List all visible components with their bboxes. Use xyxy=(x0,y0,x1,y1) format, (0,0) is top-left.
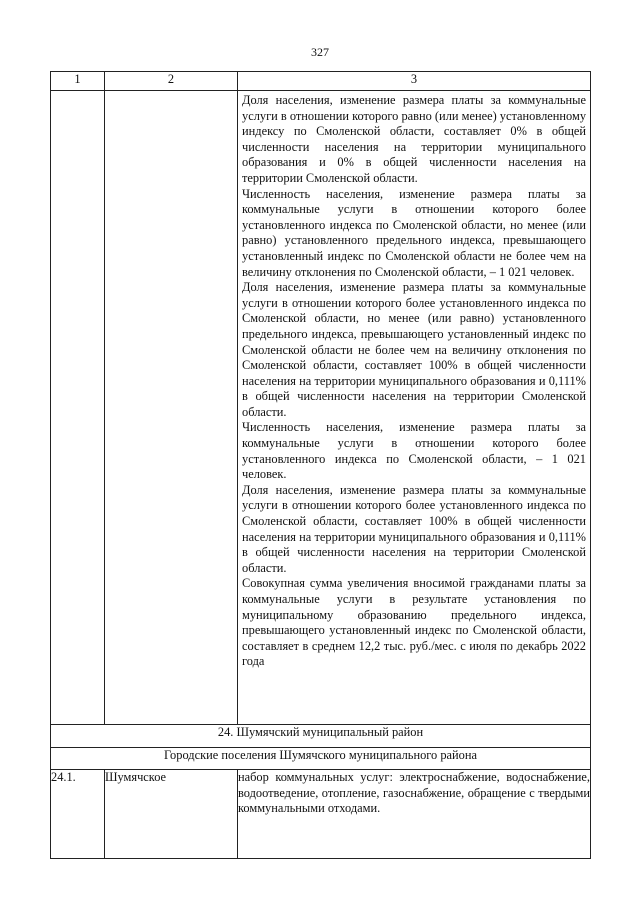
table-header-row xyxy=(51,72,591,91)
paragraph-count-above: Численность населения, изменение размера платы за коммунальные услуги в отношении которого более установленного индекса по Смоленской области, – 1 021 человек. xyxy=(242,420,586,482)
table-row xyxy=(51,770,591,859)
column-header-2: 2 xyxy=(105,72,238,91)
paragraph-share-equal: Доля населения, изменение размера платы за коммунальные услуги в отношении которого равно (или менее) установленному индексу по Смоленской области, составляет 0% в общей численности населения на территории муниципального образования и 0% в общей численности населения на территории Смоленской области. xyxy=(242,93,587,185)
column-header-1: 1 xyxy=(51,72,105,91)
continuation-text-cell xyxy=(238,91,591,725)
section-row xyxy=(51,725,591,748)
paragraph-count-between: Численность населения, изменение размера платы за коммунальные услуги в отношении которого более установленного индекса по Смоленской области, но менее (или равно) установленного предельного индекса, превышающего установленный индекс по Смоленской области не более чем на величину отклонения по Смоленской области, – 1 021 человек. xyxy=(242,186,586,279)
row-number: 24.1. xyxy=(51,770,105,859)
paragraph-share-between: Доля населения, изменение размера платы за коммунальные услуги в отношении которого более установленного индекса по Смоленской области, но менее (или равно) установленного предельного индекса, превышающего установленный индекс по Смоленской области не более чем на величину отклонения по Смоленской области, составляет 100% в общей численности населения на территории муниципального образования и 0,111% в общей численности населения на территории Смоленской области. xyxy=(242,280,586,419)
subsection-title: Городские поселения Шумячского муниципального района xyxy=(51,748,591,770)
continuation-row xyxy=(51,91,591,725)
tariff-table xyxy=(50,71,591,859)
paragraph-total-sum: Совокупная сумма увеличения вносимой гражданами платы за коммунальные услуги в результате установления по муниципальному образованию предельного индекса, превышающего установленный индекс по Смоленской области, составляет в среднем 12,2 тыс. руб./мес. с июля по декабрь 2022 года xyxy=(242,576,586,669)
row-settlement-name: Шумячское xyxy=(105,770,238,859)
page-number: 327 xyxy=(311,45,329,59)
paragraph-share-above: Доля населения, изменение размера платы за коммунальные услуги в отношении которого более установленного индекса по Смоленской области, составляет 100% в общей численности населения на территории муниципального образования и 0,111% в общей численности населения на территории Смоленской области. xyxy=(242,482,586,575)
continuation-number-cell xyxy=(51,91,105,725)
row-description: набор коммунальных услуг: электроснабжение, водоснабжение, водоотведение, отопление, газоснабжение, обращение с твердыми коммунальными отходами. xyxy=(238,770,591,859)
section-title: 24. Шумячский муниципальный район xyxy=(51,725,591,748)
continuation-name-cell xyxy=(105,91,238,725)
column-header-3: 3 xyxy=(238,72,591,91)
subsection-row xyxy=(51,748,591,770)
